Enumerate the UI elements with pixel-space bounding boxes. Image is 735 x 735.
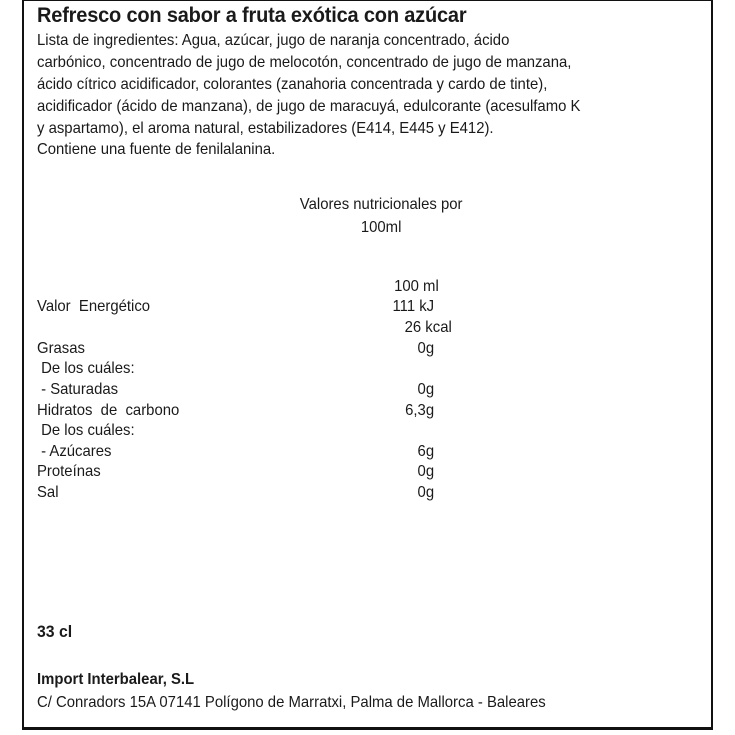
ingredients-line: acidificador (ácido de manzana), de jugo de maracuyá, edulcorante (acesulfamo K	[37, 98, 581, 115]
nutrition-row	[37, 380, 446, 400]
nutrition-header-line2: 100ml	[360, 219, 402, 236]
nutrition-row	[37, 339, 446, 359]
nutrition-label: Valor Energético	[37, 298, 151, 315]
nutrition-row	[37, 297, 446, 317]
ingredients-line: carbónico, concentrado de jugo de melocotón, concentrado de jugo de manzana,	[37, 54, 572, 71]
allergen-note: Contiene una fuente de fenilalanina.	[37, 141, 276, 158]
ingredients-line: ácido cítrico acidificador, colorantes (zanahoria concentrada y cardo de tinte),	[37, 76, 548, 93]
company-address: C/ Conradors 15A 07141 Polígono de Marratxi, Palma de Mallorca - Baleares	[37, 694, 546, 711]
volume: 33 cl	[37, 622, 73, 641]
nutrition-label: De los cuáles:	[37, 422, 135, 439]
nutrition-value: 26 kcal	[404, 319, 452, 336]
product-label	[22, 0, 713, 730]
nutrition-label: Grasas	[37, 340, 85, 357]
nutrition-header-line1: Valores nutricionales por	[299, 196, 463, 213]
nutrition-row	[37, 462, 446, 482]
ingredients-line: Lista de ingredientes: Agua, azúcar, jugo de naranja concentrado, ácido	[37, 32, 510, 49]
nutrition-value: 0g	[417, 484, 435, 501]
nutrition-value: 0g	[417, 463, 435, 480]
nutrition-row	[37, 483, 446, 503]
nutrition-row	[37, 359, 446, 379]
nutrition-column-header-row	[37, 277, 446, 297]
nutrition-header	[24, 193, 735, 239]
nutrition-label: Proteínas	[37, 463, 101, 480]
nutrition-value: 0g	[417, 381, 435, 398]
ingredients-line: y aspartamo), el aroma natural, estabilizadores (E414, E445 y E412).	[37, 120, 494, 137]
nutrition-row	[37, 401, 446, 421]
nutrition-value: 6g	[417, 443, 435, 460]
nutrition-label: Sal	[37, 484, 59, 501]
nutrition-value: 6,3g	[405, 402, 435, 419]
ingredients-list	[37, 30, 580, 140]
nutrition-row	[37, 442, 446, 462]
nutrition-label: - Saturadas	[37, 381, 119, 398]
product-title: Refresco con sabor a fruta exótica con azúcar	[37, 3, 467, 27]
nutrition-label: Hidratos de carbono	[37, 402, 180, 419]
nutrition-row	[37, 421, 446, 441]
nutrition-label: - Azúcares	[37, 443, 112, 460]
company-name: Import Interbalear, S.L	[37, 671, 195, 688]
nutrition-row	[37, 318, 452, 338]
nutrition-label: De los cuáles:	[37, 360, 135, 377]
nutrition-value: 0g	[417, 340, 435, 357]
nutrition-column-header: 100 ml	[394, 278, 439, 295]
nutrition-value: 111 kJ	[392, 298, 435, 315]
